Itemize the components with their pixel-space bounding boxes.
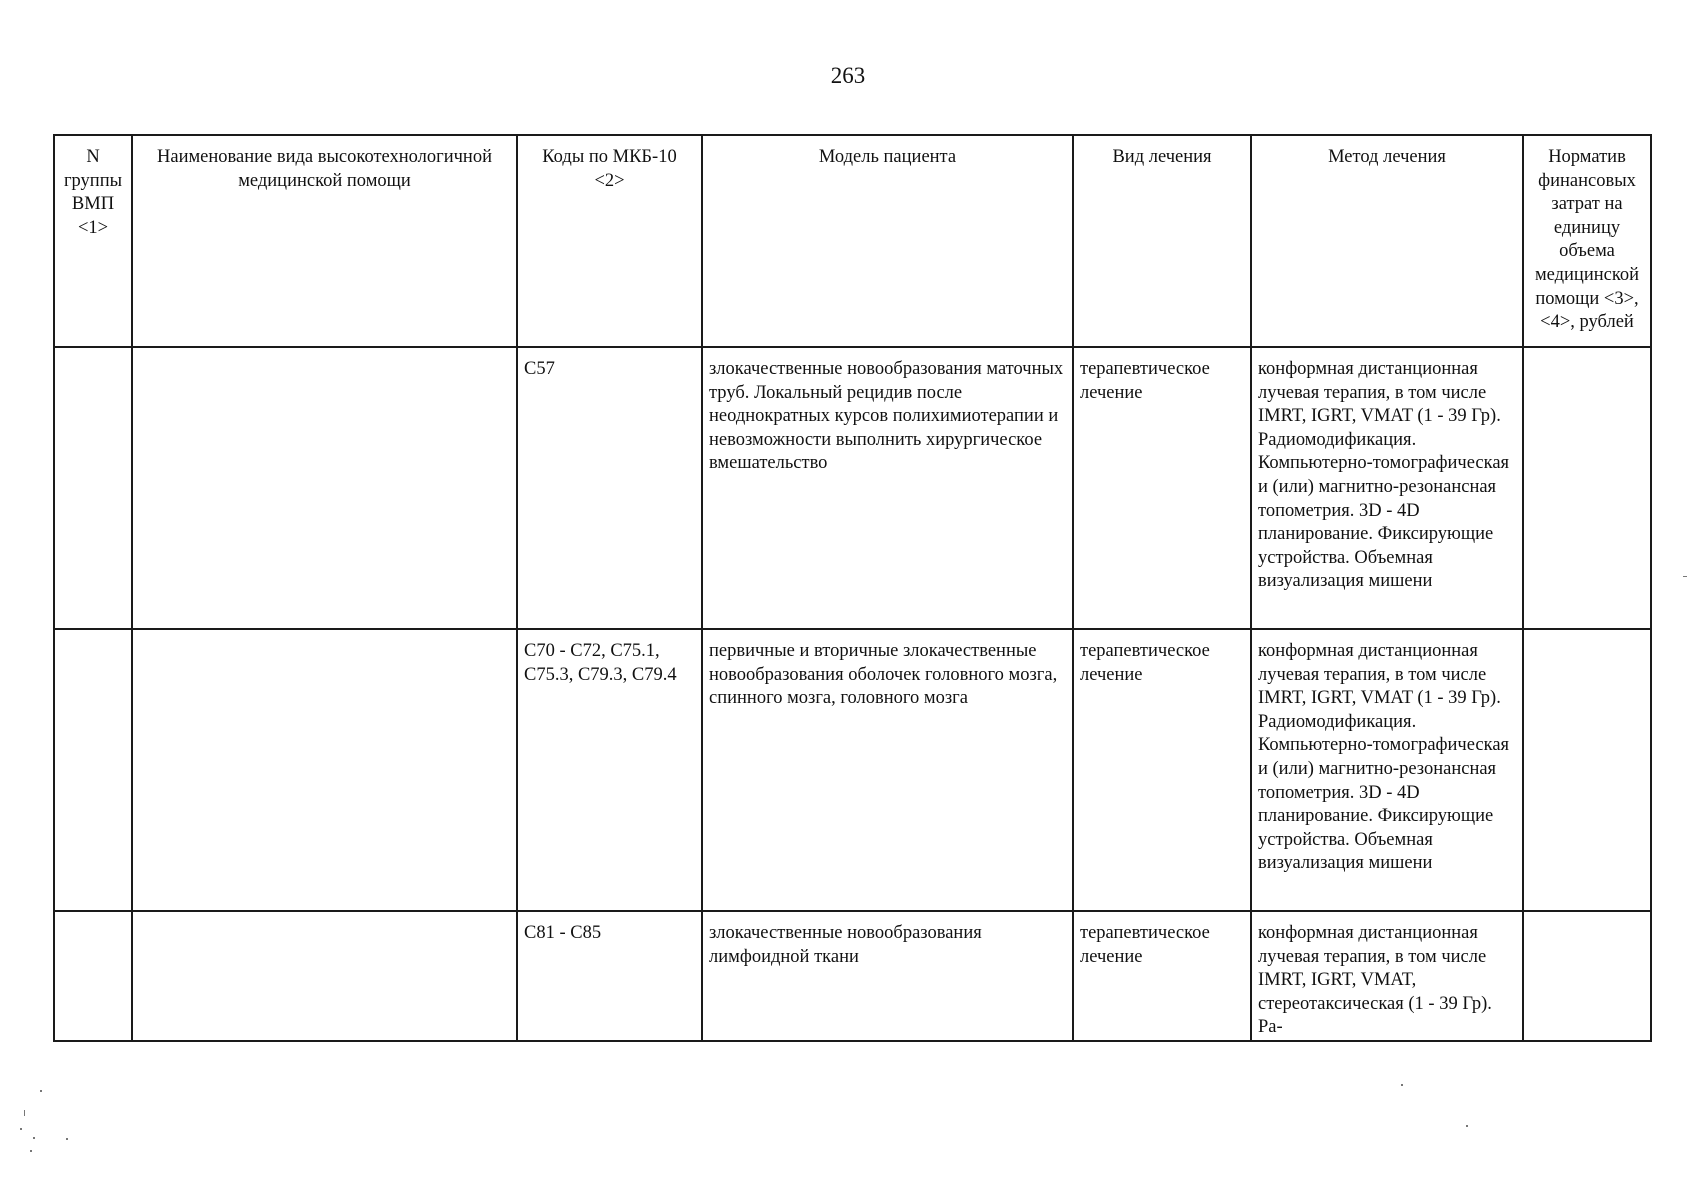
cell-cost-standard [1523,911,1651,1041]
scan-speck [24,1110,25,1116]
scan-speck [1466,1125,1468,1127]
cell-patient-model: первичные и вторичные злокачественные новообразования оболочек головного мозга, спинного мозга, головного мозга [702,629,1073,911]
cell-group-no [54,347,132,629]
table-row [54,911,1651,1041]
cell-group-no [54,911,132,1041]
cell-patient-model: злокачественные новообразования лимфоидной ткани [702,911,1073,1041]
cell-care-type [132,911,517,1041]
scan-speck [40,1090,42,1092]
table-row [54,347,1651,629]
header-treatment-method: Метод лечения [1251,135,1523,347]
table-header-row [54,135,1651,347]
cell-care-type [132,629,517,911]
page-number: 263 [830,63,866,88]
cell-cost-standard [1523,629,1651,911]
header-patient-model: Модель пациента [702,135,1073,347]
cell-treatment-type: терапевтическое лечение [1073,911,1251,1041]
scan-speck [1683,576,1687,577]
cell-icd-codes: C70 - C72, C75.1, C75.3, C79.3, C79.4 [517,629,702,911]
header-icd-codes: Коды по МКБ-10 <2> [517,135,702,347]
cell-treatment-method: конформная дистанционная лучевая терапия, в том числе IMRT, IGRT, VMAT, стереотаксическая (1 - 39 Гр). Ра- [1251,911,1523,1041]
cell-treatment-type: терапевтическое лечение [1073,629,1251,911]
cell-treatment-method: конформная дистанционная лучевая терапия, в том числе IMRT, IGRT, VMAT (1 - 39 Гр). Радиомодификация. Компьютерно-томографическая и (или) магнитно-резонансная топометрия. 3D - 4D планирование. Фиксирующие устройства. Объемная визуализация мишени [1251,629,1523,911]
header-treatment-type: Вид лечения [1073,135,1251,347]
header-cost-standard: Норматив финансовых затрат на единицу объема медицинской помощи <3>, <4>, рублей [1523,135,1651,347]
header-group-no: N группы ВМП <1> [54,135,132,347]
cell-group-no [54,629,132,911]
cell-icd-codes: C81 - C85 [517,911,702,1041]
cell-care-type [132,347,517,629]
scan-speck [33,1137,35,1139]
cell-icd-codes: C57 [517,347,702,629]
cell-treatment-type: терапевтическое лечение [1073,347,1251,629]
header-care-type: Наименование вида высокотехнологичной медицинской помощи [132,135,517,347]
scan-speck [30,1150,32,1152]
cell-treatment-method: конформная дистанционная лучевая терапия, в том числе IMRT, IGRT, VMAT (1 - 39 Гр). Радиомодификация. Компьютерно-томографическая и (или) магнитно-резонансная топометрия. 3D - 4D планирование. Фиксирующие устройства. Объемная визуализация мишени [1251,347,1523,629]
table-row [54,629,1651,911]
scan-speck [66,1138,68,1140]
cell-patient-model: злокачественные новообразования маточных труб. Локальный рецидив после неоднократных курсов полихимиотерапии и невозможности выполнить хирургическое вмешательство [702,347,1073,629]
scan-speck [1401,1084,1403,1086]
scan-speck [20,1128,22,1130]
vmp-table [53,134,1652,1042]
cell-cost-standard [1523,347,1651,629]
